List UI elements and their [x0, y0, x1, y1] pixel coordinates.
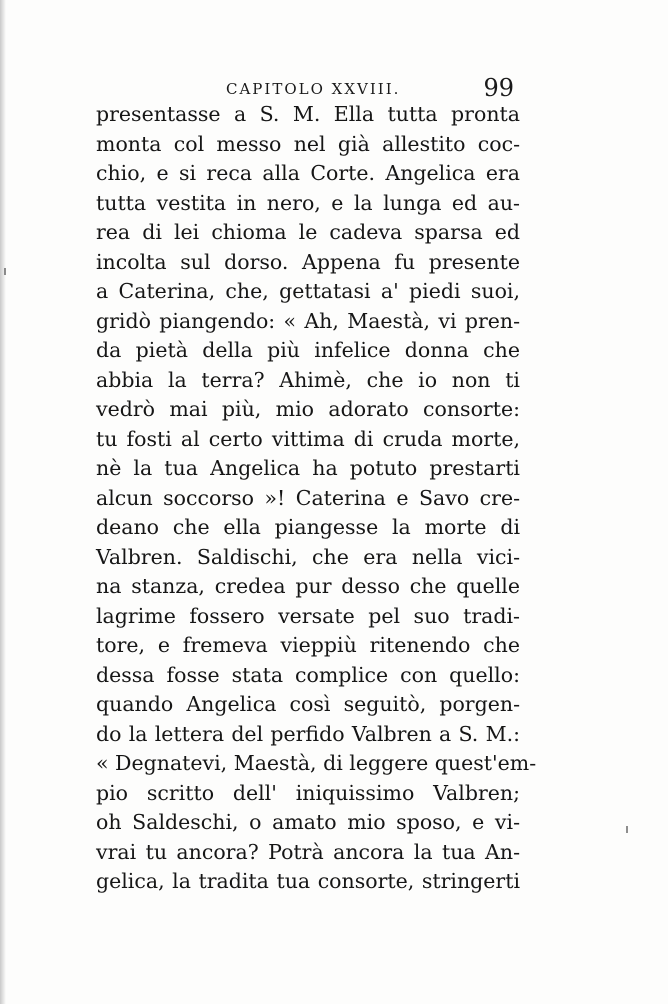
text-line: presentasse a S. M. Ella tutta pronta	[96, 102, 520, 126]
text-line: nè la tua Angelica ha potuto prestarti	[96, 456, 520, 480]
text-line: oh Saldeschi, o amato mio sposo, e vi-	[96, 810, 520, 834]
text-line: rea di lei chioma le cadeva sparsa ed	[96, 220, 520, 244]
text-line: pio scritto dell' iniquissimo Valbren;	[96, 780, 520, 805]
text-line: vrai tu ancora? Potrà ancora la tua An-	[96, 839, 520, 864]
margin-mark	[626, 826, 628, 833]
text-line: alcun soccorso »! Caterina e Savo cre-	[96, 485, 520, 510]
text-line: do la lettera del perfido Valbren a S. M.:	[96, 721, 520, 746]
binding-shadow	[0, 0, 6, 1004]
body-text	[96, 100, 537, 897]
text-line: quando Angelica così seguitò, porgen-	[96, 692, 520, 716]
text-line: dessa fosse stata complice con quello:	[96, 662, 520, 687]
text-line: deano che ella piangesse la morte di	[96, 515, 520, 539]
text-line: na stanza, credea pur desso che quelle	[96, 574, 520, 598]
text-line: lagrime fossero versate pel suo tradi-	[96, 603, 520, 628]
running-title: CAPITOLO XXVIII.	[226, 80, 401, 98]
text-line: monta col messo nel già allestito coc-	[96, 131, 520, 156]
text-line: tore, e fremeva vieppiù ritenendo che	[96, 633, 520, 657]
text-line: da pietà della più infelice donna che	[96, 338, 520, 362]
text-line: chio, e si reca alla Corte. Angelica era	[96, 161, 520, 185]
text-line: Valbren. Saldischi, che era nella vici-	[96, 544, 520, 569]
text-line: a Caterina, che, gettatasi a' piedi suoi,	[96, 279, 520, 303]
text-line: vedrò mai più, mio adorato consorte:	[96, 397, 520, 421]
text-line: tutta vestita in nero, e la lunga ed au-	[96, 190, 520, 215]
text-line: tu fosti al certo vittima di cruda morte,	[96, 426, 520, 451]
page-number: 99	[483, 74, 514, 102]
text-line: gelica, la tradita tua consorte, stringerti	[96, 869, 520, 893]
margin-mark	[4, 268, 6, 275]
text-line: « Degnatevi, Maestà, di leggere quest'em-	[96, 751, 537, 775]
text-line: gridò piangendo: « Ah, Maestà, vi pren-	[96, 308, 520, 333]
text-line: abbia la terra? Ahimè, che io non ti	[96, 367, 520, 392]
text-line: incolta sul dorso. Appena fu presente	[96, 249, 520, 274]
